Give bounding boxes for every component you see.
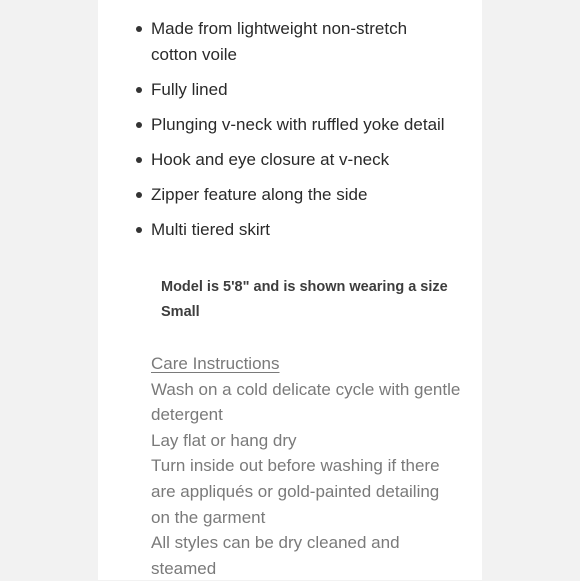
feature-text: Hook and eye closure at v-neck — [151, 149, 390, 169]
feature-text: Multi tiered skirt — [151, 219, 271, 239]
feature-text: Fully lined — [151, 79, 228, 99]
model-size-note: Model is 5'8" and is shown wearing a size Small — [161, 279, 448, 320]
list-item — [151, 77, 451, 103]
list-item — [151, 182, 451, 208]
list-item — [151, 112, 451, 138]
care-line: All styles can be dry cleaned and steamed — [151, 533, 400, 578]
bullet-icon — [136, 87, 142, 93]
care-line: Turn inside out before washing if there are appliqués or gold-painted detailing on the garment — [151, 456, 440, 527]
feature-list — [151, 16, 451, 252]
care-line: Wash on a cold delicate cycle with gentle detergent — [151, 379, 461, 425]
care-instructions-heading: Care Instructions — [151, 354, 280, 373]
care-line: Lay flat or hang dry — [151, 430, 297, 450]
list-item — [151, 217, 451, 243]
bullet-icon — [136, 26, 142, 32]
bullet-icon — [136, 192, 142, 198]
bullet-icon — [136, 227, 142, 233]
feature-text: Plunging v-neck with ruffled yoke detail — [151, 114, 445, 134]
list-item — [151, 147, 451, 173]
feature-text: Made from lightweight non-stretch cotton voile — [151, 19, 408, 64]
care-instructions — [151, 351, 461, 581]
list-item — [151, 16, 451, 67]
feature-text: Zipper feature along the side — [151, 184, 368, 204]
bullet-icon — [136, 157, 142, 163]
bullet-icon — [136, 122, 142, 128]
